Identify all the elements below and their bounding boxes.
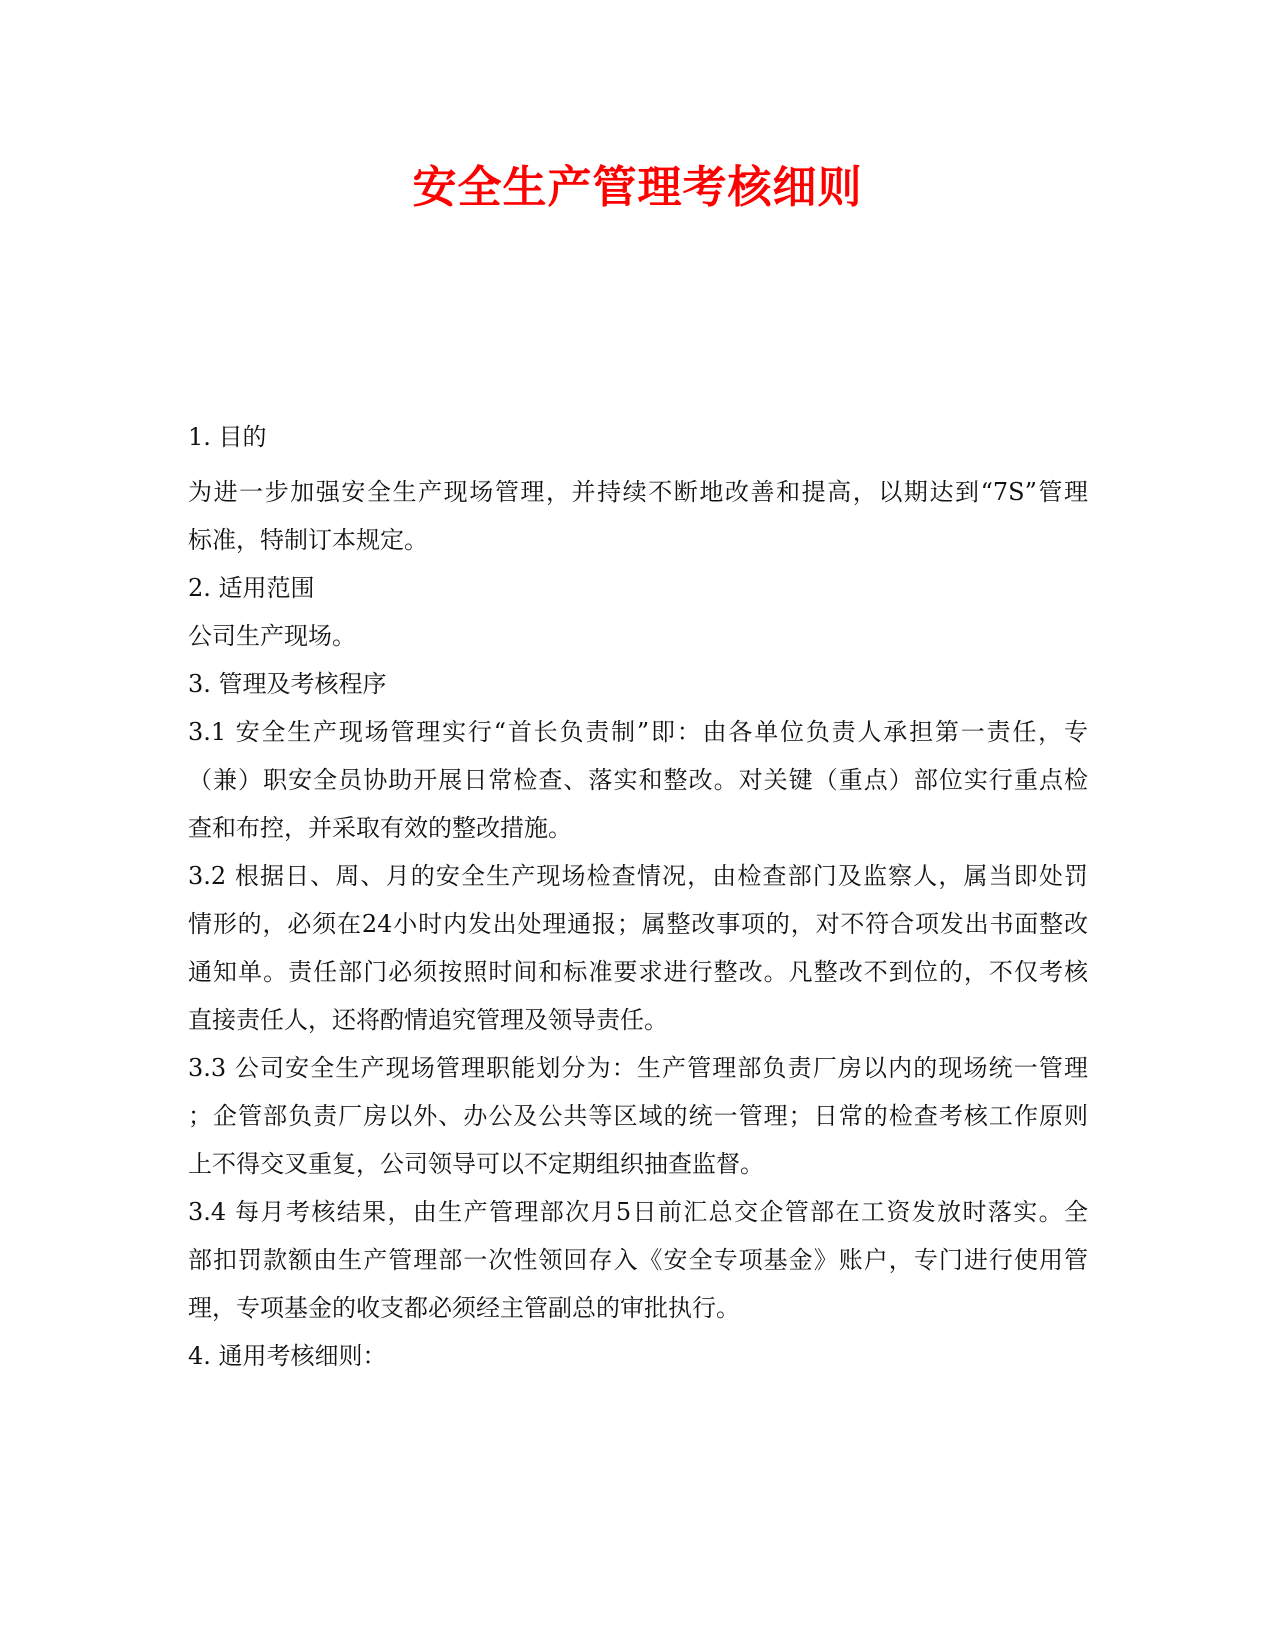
paragraph-line: ；企管部负责厂房以外、办公及公共等区域的统一管理；日常的检查考核工作原则 [188,1102,1088,1130]
section-heading-scope: 2. 适用范围 [188,574,315,602]
paragraph-line: 3.1 安全生产现场管理实行“首长负责制”即：由各单位负责人承担第一责任，专 [188,718,1088,746]
paragraph-line: 标准，特制订本规定。 [188,526,428,554]
paragraph-line: 为进一步加强安全生产现场管理，并持续不断地改善和提高，以期达到“7S”管理 [188,478,1088,506]
paragraph-line: 情形的，必须在24小时内发出处理通报；属整改事项的，对不符合项发出书面整改 [188,910,1088,938]
paragraph-line: 通知单。责任部门必须按照时间和标准要求进行整改。凡整改不到位的，不仅考核 [188,958,1088,986]
paragraph-line: 公司生产现场。 [188,622,356,650]
paragraph-line: 3.2 根据日、周、月的安全生产现场检查情况，由检查部门及监察人，属当即处罚 [188,862,1088,890]
section-heading-general-rules: 4. 通用考核细则： [188,1342,387,1370]
paragraph-line: 理，专项基金的收支都必须经主管副总的审批执行。 [188,1294,740,1322]
document-title: 安全生产管理考核细则 [412,162,863,213]
paragraph-line: 上不得交叉重复，公司领导可以不定期组织抽查监督。 [188,1150,764,1178]
paragraph-line: （兼）职安全员协助开展日常检查、落实和整改。对关键（重点）部位实行重点检 [188,766,1088,794]
paragraph-line: 3.3 公司安全生产现场管理职能划分为：生产管理部负责厂房以内的现场统一管理 [188,1054,1088,1082]
paragraph-line: 查和布控，并采取有效的整改措施。 [188,814,572,842]
document-body [188,420,1088,1380]
paragraph-line: 3.4 每月考核结果，由生产管理部次月5日前汇总交企管部在工资发放时落实。全 [188,1198,1088,1226]
section-heading-procedure: 3. 管理及考核程序 [188,670,387,698]
paragraph-line: 部扣罚款额由生产管理部一次性领回存入《安全专项基金》账户，专门进行使用管 [188,1246,1088,1274]
section-heading-purpose: 1. 目的 [188,423,267,451]
paragraph-line: 直接责任人，还将酌情追究管理及领导责任。 [188,1006,668,1034]
